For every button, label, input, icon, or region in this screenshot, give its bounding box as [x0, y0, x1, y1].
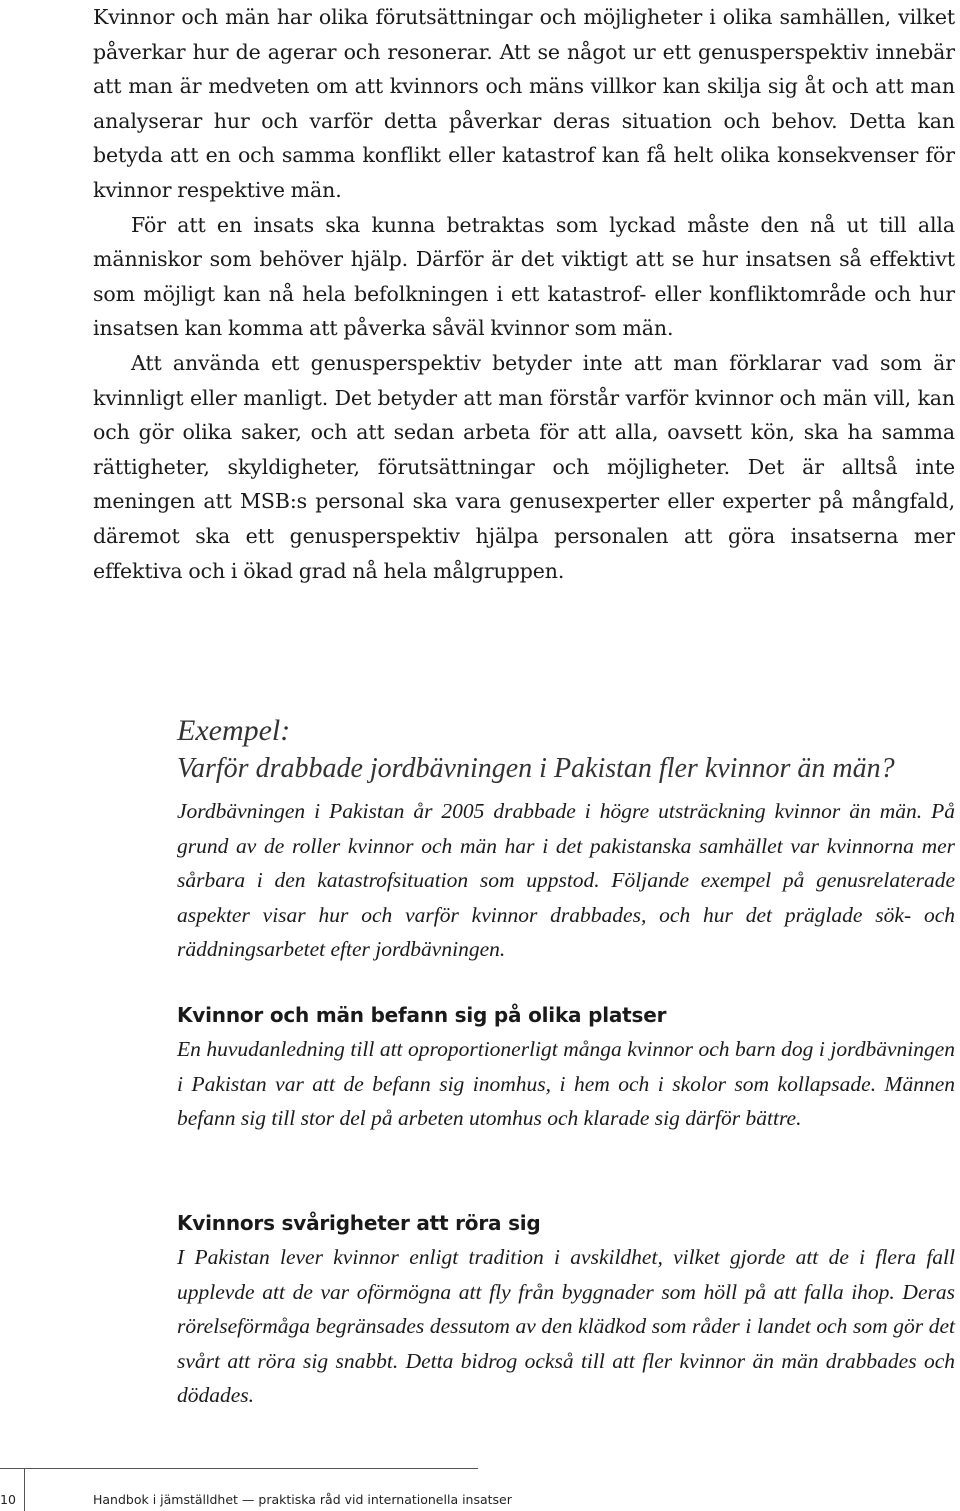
example-section-2 [177, 1208, 955, 1413]
example-box [177, 712, 955, 1407]
example-intro-block [177, 794, 955, 967]
example-section-1 [177, 1000, 955, 1136]
example-section-2-heading: Kvinnors svårigheter att röra sig [177, 1211, 541, 1235]
example-section-1-text: En huvudanledning till att oproportionerligt många kvinnor och barn dog i jordbävningen i Pakistan var att de befann sig inomhus, i hem och i skolor som kollapsade. Männen befann sig till stor del på arbeten utomhus och klarade sig därför bättre. [177, 1037, 955, 1130]
body-text [93, 0, 955, 588]
footer-divider [24, 1468, 25, 1511]
example-section-2-text: I Pakistan lever kvinnor enligt tradition i avskildhet, vilket gjorde att de i flera fall upplevde att de var oförmögna att fly från byggnader som höll på att falla ihop. Deras rörelseförmåga begränsades dessutom av den klädkod som råder i landet och som gör det svårt att röra sig snabbt. Detta bidrog också till att fler kvinnor än män drabbades och dödades. [177, 1245, 955, 1407]
body-paragraph-2: För att en insats ska kunna betraktas som lyckad måste den nå ut till alla människor som behöver hjälp. Därför är det viktigt att se hur insatsen så effektivt som möjligt kan nå hela befolkningen i ett katastrof- eller konfliktområde och hur insatsen kan komma att påverka såväl kvinnor som män. [93, 212, 955, 341]
footer-rule [0, 1468, 478, 1469]
example-label: Exempel: [177, 714, 291, 747]
body-paragraph-1: Kvinnor och män har olika förutsättningar och möjligheter i olika samhällen, vilket påverkar hur de agerar och resonerar. Att se något ur ett genusperspektiv innebär att man är medveten om att kvinnors och mäns villkor kan skilja sig åt och att man analyserar hur och varför detta påverkar deras situation och behov. Detta kan betyda att en och samma konflikt eller katastrof kan få helt olika konsekvenser för kvinnor respektive män. [93, 5, 955, 202]
example-section-1-heading: Kvinnor och män befann sig på olika platser [177, 1003, 667, 1027]
page-footer [0, 1468, 960, 1511]
footer-title: Handbok i jämställdhet — praktiska råd vid internationella insatser [93, 1492, 512, 1507]
example-intro: Jordbävningen i Pakistan år 2005 drabbade i högre utsträckning kvinnor än män. På grund av de roller kvinnor och män har i det pakistanska samhället var kvinnorna mer sårbara i den katastrofsituation som uppstod. Följande exempel på genusrelaterade aspekter visar hur och varför kvinnor drabbades, och hur det präglade sök- och räddningsarbetet efter jordbävningen. [177, 799, 955, 961]
body-paragraph-3: Att använda ett genusperspektiv betyder inte att man förklarar vad som är kvinnligt eller manligt. Det betyder att man förstår varför kvinnor och män vill, kan och gör olika saker, och att sedan arbeta för att alla, oavsett kön, ska ha samma rättigheter, skyldigheter, förutsättningar och möjligheter. Det är alltså inte meningen att MSB:s personal ska vara genusexperter eller experter på mångfald, däremot ska ett genusperspektiv hjälpa personalen att göra insatserna mer effektiva och i ökad grad nå hela målgruppen. [93, 350, 955, 583]
example-title: Varför drabbade jordbävningen i Pakistan fler kvinnor än män? [177, 753, 895, 784]
page-number: 10 [0, 1492, 16, 1507]
